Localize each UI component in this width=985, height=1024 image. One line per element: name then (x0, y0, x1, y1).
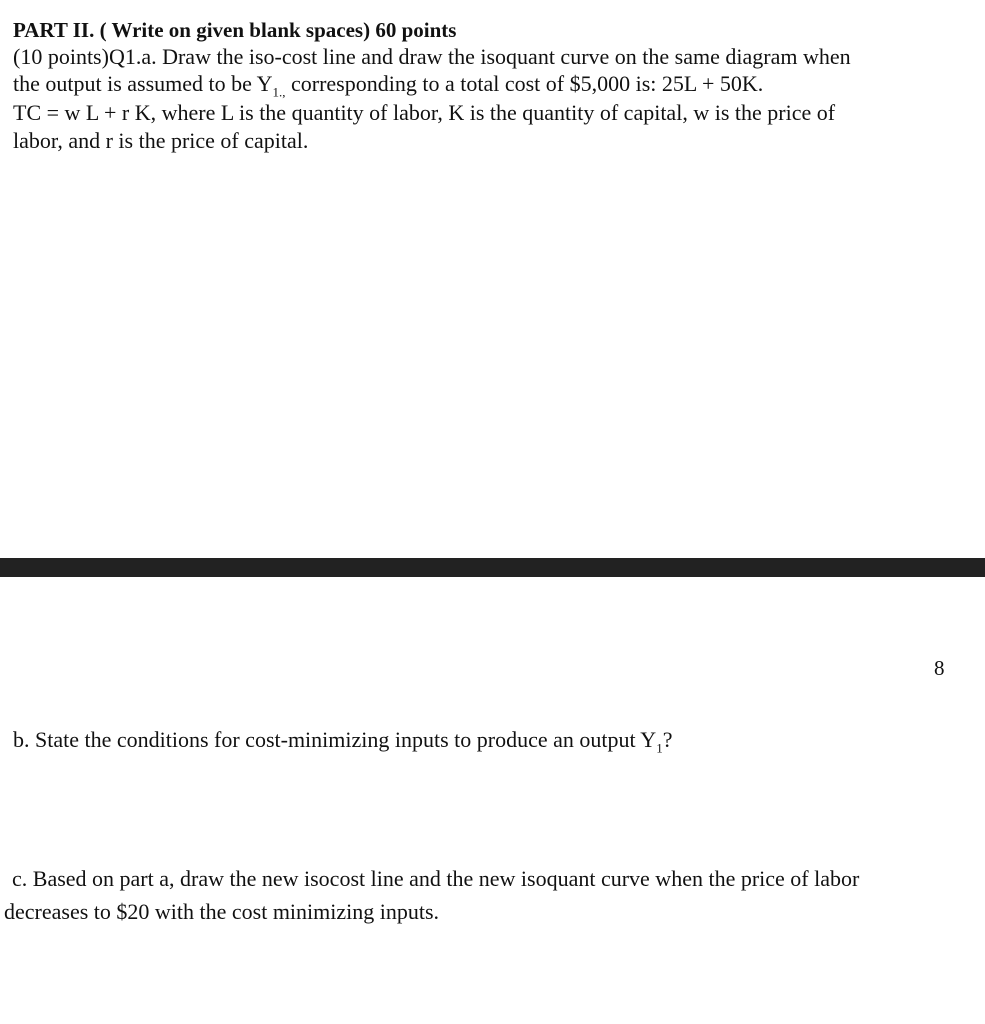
q1c-line-1: c. Based on part a, draw the new isocost line and the new isoquant curve when the price of labor (12, 866, 860, 891)
q1b-subscript: 1 (656, 740, 663, 756)
q1a-line-2 (13, 71, 764, 100)
q1a-line-2-pre: the output is assumed to be Y (13, 71, 273, 96)
q1c-line-2: decreases to $20 with the cost minimizing inputs. (4, 899, 440, 924)
page-bottom (0, 577, 985, 1024)
q1b-text-pre: b. State the conditions for cost-minimizing inputs to produce an output Y (13, 727, 657, 752)
part-heading: PART II. ( Write on given blank spaces) 60 points (13, 18, 457, 42)
q1a-line-4: labor, and r is the price of capital. (13, 128, 309, 153)
q1a-line-2-post: corresponding to a total cost of $5,000 is: 25L + 50K. (285, 71, 764, 96)
page-divider (0, 558, 985, 577)
q1a-line-3: TC = w L + r K, where L is the quantity of labor, K is the quantity of capital, w is the price of (13, 100, 836, 125)
q1b-text (13, 727, 673, 756)
q1a-line-2-subscript: 1., (272, 84, 286, 100)
q1a-line-1: (10 points)Q1.a. Draw the iso-cost line and draw the isoquant curve on the same diagram when (13, 44, 851, 69)
page-number: 8 (934, 656, 945, 680)
q1b-text-post: ? (662, 727, 673, 752)
